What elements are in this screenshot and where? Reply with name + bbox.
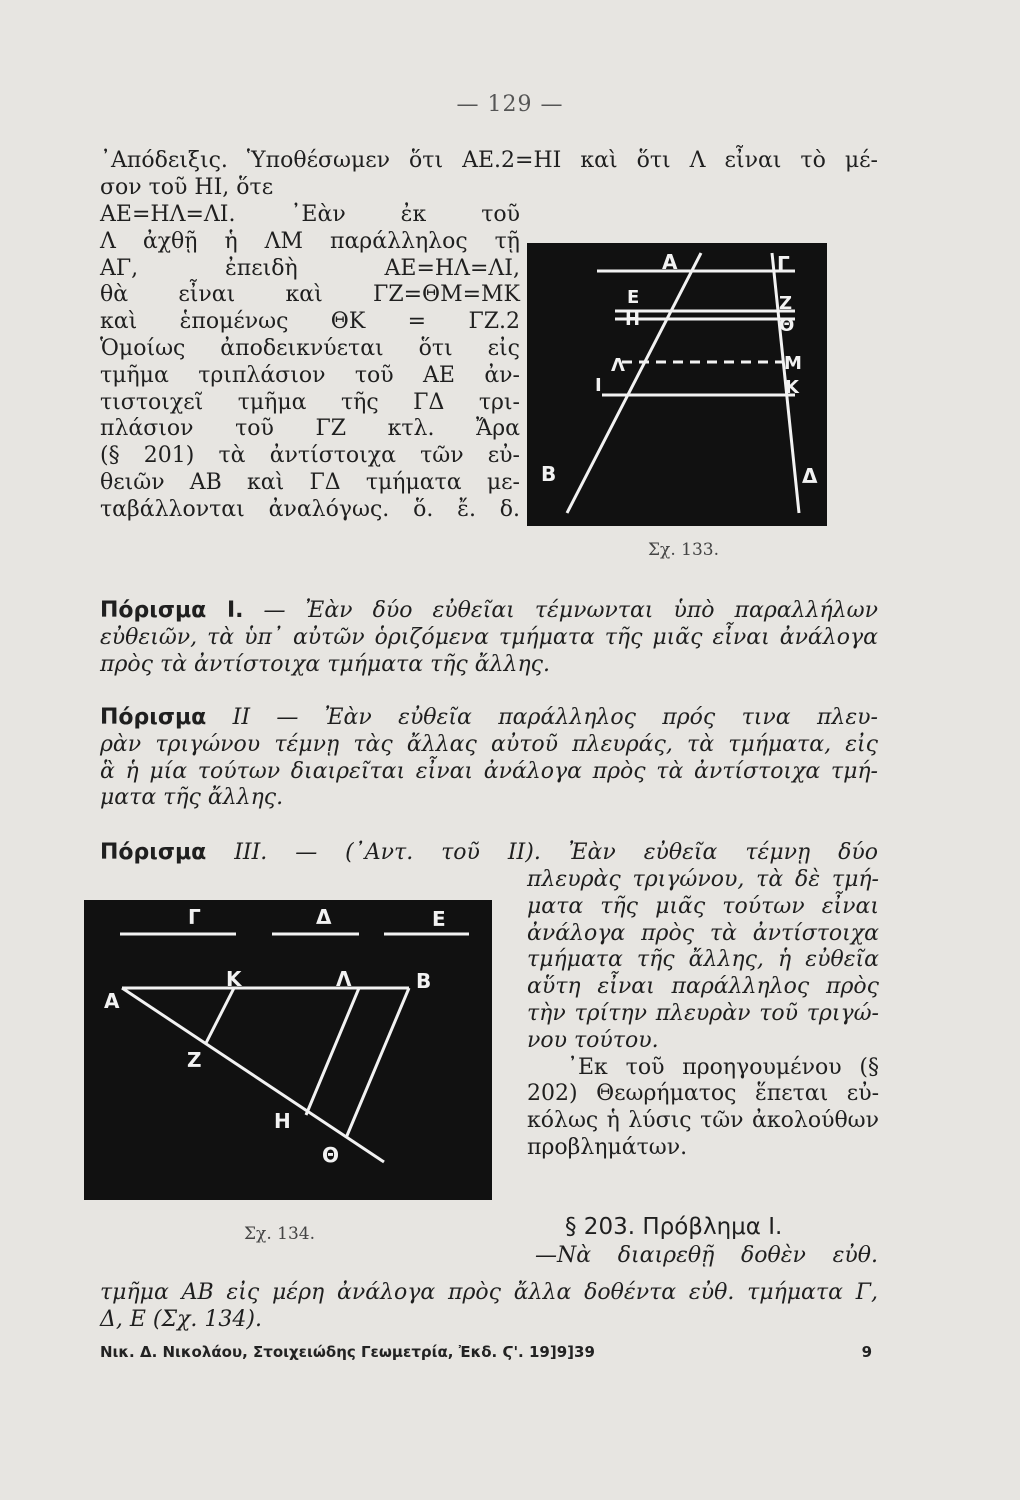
porisma-2-heading: Πόρισμα xyxy=(100,705,207,730)
page-footer xyxy=(100,1343,872,1361)
proof-line-8: Ὁμοίως ἀποδεικνύεται ὅτι εἰς xyxy=(100,335,520,361)
fig133-label-A: Α xyxy=(662,250,678,274)
porisma-2-line-3: ἃ ἡ μία τούτων διαιρεῖται εἶναι ἀνάλογα πρὸς τὰ ἀντίστοιχα τμή- xyxy=(100,758,878,784)
fig134-label-K: Κ xyxy=(226,967,242,991)
proof-line-9: τμῆμα τριπλάσιον τοῦ ΑΕ ἀν- xyxy=(100,362,520,388)
proof-line-12: (§ 201) τὰ ἀντίστοιχα τῶν εὐ- xyxy=(100,443,520,469)
proof-line-11: πλάσιον τοῦ ΓΖ κτλ. Ἄρα xyxy=(100,416,520,442)
porisma-1 xyxy=(100,598,878,678)
fig134-label-Z: Ζ xyxy=(187,1048,202,1072)
porisma-2-line-1 xyxy=(100,705,878,732)
fig133-label-K: Κ xyxy=(785,377,799,398)
porisma-3-right-5: αὕτη εἶναι παράλληλος πρὸς xyxy=(527,974,879,1000)
fig133-label-Z: Ζ xyxy=(779,293,793,314)
fig134-label-H: Η xyxy=(274,1109,291,1133)
figure-134-drawing xyxy=(84,900,492,1200)
porisma-3-right-6: τὴν τρίτην πλευρὰν τοῦ τριγώ- xyxy=(527,1000,879,1026)
proof-line-2: σον τοῦ ΗΙ, ὅτε xyxy=(100,174,274,200)
porisma-3-right-3: ἀνάλογα πρὸς τὰ ἀντίστοιχα xyxy=(527,920,879,946)
fig133-label-Th: Θ xyxy=(779,315,795,336)
fig133-label-I: Ι xyxy=(595,375,602,396)
fig134-label-B: Β xyxy=(416,969,432,993)
porisma-3-right-2: ματα τῆς μιᾶς τούτων εἶναι xyxy=(527,893,879,919)
proof-line-10: τιστοιχεῖ τμῆμα τῆς ΓΔ τρι- xyxy=(100,389,520,415)
porisma-3-right-7: νου τούτου. xyxy=(527,1027,659,1053)
porisma-3-right-9: 202) Θεωρήματος ἕπεται εὐ- xyxy=(527,1081,879,1107)
porisma-3-heading: Πόρισμα xyxy=(100,840,207,865)
porisma-1-line-1-text: — Ἐὰν δύο εὐθεῖαι τέμνωνται ὑπὸ παραλλήλων xyxy=(243,598,878,623)
fig134-label-D: Δ xyxy=(316,905,332,929)
porisma-3-right-10: κόλως ἡ λύσις τῶν ἀκολούθων xyxy=(527,1108,879,1134)
porisma-2-line-1-text: ΙΙ — Ἐὰν εὐθεῖα παράλληλος πρός τινα πλευ- xyxy=(206,705,878,730)
figure-133 xyxy=(527,243,827,526)
figure-133-drawing xyxy=(527,243,827,526)
fig134-line-BTh xyxy=(346,988,409,1138)
fig133-label-E: Ε xyxy=(627,287,640,308)
porisma-3-heading-line xyxy=(100,840,878,867)
proof-line-1: ᾿Απόδειξις. Ὑποθέσωμεν ὅτι ΑΕ.2=ΗΙ καὶ ὅτι Λ εἶναι τὸ μέ- xyxy=(100,148,878,173)
proof-line-7: καὶ ἑπομένως ΘΚ = ΓΖ.2 xyxy=(100,309,520,335)
fig134-label-Th: Θ xyxy=(322,1143,340,1167)
problem-line-1-block xyxy=(535,1243,878,1270)
problem-heading xyxy=(565,1214,782,1241)
fig133-label-G: Γ xyxy=(777,252,790,276)
porisma-3-line-1 xyxy=(100,840,878,867)
porisma-3-right-4: τμήματα τῆς ἄλλης, ἡ εὐθεῖα xyxy=(527,947,879,973)
porisma-1-line-2: εὐθειῶν, τὰ ὑπ᾿ αὐτῶν ὁριζόμενα τμήματα τῆς μιᾶς εἶναι ἀνάλογα xyxy=(100,624,878,650)
fig134-label-L: Λ xyxy=(336,967,352,991)
problem-statement xyxy=(100,1280,878,1334)
porisma-3-right-1: πλευρὰς τριγώνου, τὰ δὲ τμή- xyxy=(527,867,879,892)
problem-line-3: Δ, Ε (Σχ. 134). xyxy=(100,1306,262,1332)
page-number: — 129 — xyxy=(456,92,564,117)
proof-line-13: θειῶν ΑΒ καὶ ΓΔ τμήματα με- xyxy=(100,469,520,495)
porisma-2-line-4: ματα τῆς ἄλλης. xyxy=(100,785,284,811)
fig134-label-A: Α xyxy=(104,989,120,1013)
porisma-2-line-2: ρὰν τριγώνου τέμνῃ τὰς ἄλλας αὐτοῦ πλευράς, τὰ τμήματα, εἰς xyxy=(100,731,878,757)
proof-line-4: Λ ἀχθῇ ἡ ΛΜ παράλληλος τῇ xyxy=(100,228,520,254)
porisma-2 xyxy=(100,705,878,812)
figure-134-caption: Σχ. 134. xyxy=(244,1224,315,1244)
footer-text: Νικ. Δ. Νικολάου, Στοιχειώδης Γεωμετρία, Ἐκδ. Ϛ'. 19]9]39 xyxy=(100,1343,595,1361)
fig133-label-D: Δ xyxy=(802,464,818,488)
porisma-3-right-8: ᾿Εκ τοῦ προηγουμένου (§ xyxy=(567,1054,879,1080)
porisma-3-line-1-text: ΙΙΙ. — (᾿Αντ. τοῦ ΙΙ). Ἐὰν εὐθεῖα τέμνῃ δύο xyxy=(206,840,878,865)
figure-133-caption: Σχ. 133. xyxy=(648,540,719,560)
porisma-3-right-11: προβλημάτων. xyxy=(527,1134,688,1160)
fig134-line-ATh xyxy=(122,988,384,1162)
fig133-label-L: Λ xyxy=(611,355,625,376)
fig133-label-B: Β xyxy=(541,462,557,486)
fig133-label-H: Η xyxy=(625,309,641,330)
proof-line-5: ΑΓ, ἐπειδὴ ΑΕ=ΗΛ=ΛΙ, xyxy=(100,255,520,281)
fig134-line-KZ xyxy=(206,988,234,1043)
fig133-label-M: Μ xyxy=(784,353,802,374)
proof-paragraph-top xyxy=(100,148,878,202)
problem-line-1: —Νὰ διαιρεθῇ δοθὲν εὐθ. xyxy=(535,1243,878,1268)
proof-line-14: ταβάλλονται ἀναλόγως. ὅ. ἔ. δ. xyxy=(100,496,520,522)
proof-line-6: θὰ εἶναι καὶ ΓΖ=ΘΜ=ΜΚ xyxy=(100,282,520,308)
porisma-3-right-column xyxy=(527,867,879,1162)
fig134-label-G: Γ xyxy=(188,905,201,929)
problem-line-2: τμῆμα ΑΒ εἰς μέρη ἀνάλογα πρὸς ἄλλα δοθέντα εὐθ. τμήματα Γ, xyxy=(100,1280,878,1305)
proof-line-3: ΑΕ=ΗΛ=ΛΙ. ᾿Εὰν ἐκ τοῦ xyxy=(100,202,520,227)
fig134-label-E: Ε xyxy=(432,907,446,931)
proof-paragraph-narrow xyxy=(100,202,520,524)
problem-heading-text: § 203. Πρόβλημα Ι. xyxy=(565,1214,783,1240)
footer-page-mark: 9 xyxy=(861,1343,872,1361)
fig134-line-LH xyxy=(306,988,359,1115)
figure-134 xyxy=(84,900,492,1200)
porisma-1-heading: Πόρισμα Ι. xyxy=(100,598,244,623)
porisma-1-line-1 xyxy=(100,598,878,625)
porisma-1-line-3: πρὸς τὰ ἀντίστοιχα τμήματα τῆς ἄλλης. xyxy=(100,651,550,677)
